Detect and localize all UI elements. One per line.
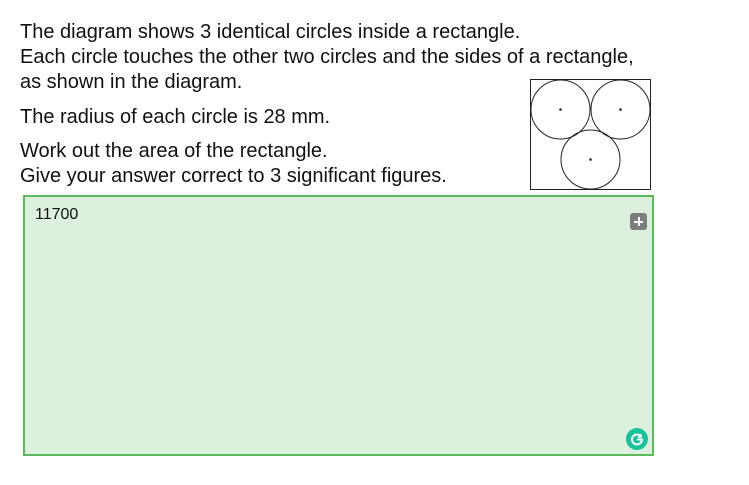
center-dot-top-left — [559, 108, 562, 111]
answer-textarea[interactable] — [23, 195, 654, 456]
circles-in-rectangle-diagram — [530, 79, 652, 191]
task-line-2: Give your answer correct to 3 significant figures. — [20, 165, 447, 187]
question-line-2: Each circle touches the other two circles and the sides of a rectangle, — [20, 46, 634, 68]
question-line-1: The diagram shows 3 identical circles inside a rectangle. — [20, 21, 521, 43]
question-line-3: as shown in the diagram. — [20, 71, 243, 93]
radius-statement: The radius of each circle is 28 mm. — [20, 106, 331, 128]
answer-value: 11700 — [35, 206, 79, 223]
grammarly-icon[interactable] — [626, 428, 648, 450]
center-dot-bottom — [589, 158, 592, 161]
grammarly-glyph — [626, 428, 648, 450]
rectangle — [531, 80, 651, 190]
center-dot-top-right — [619, 108, 622, 111]
task-line-1: Work out the area of the rectangle. — [20, 140, 328, 162]
plus-square-icon[interactable] — [630, 213, 647, 230]
